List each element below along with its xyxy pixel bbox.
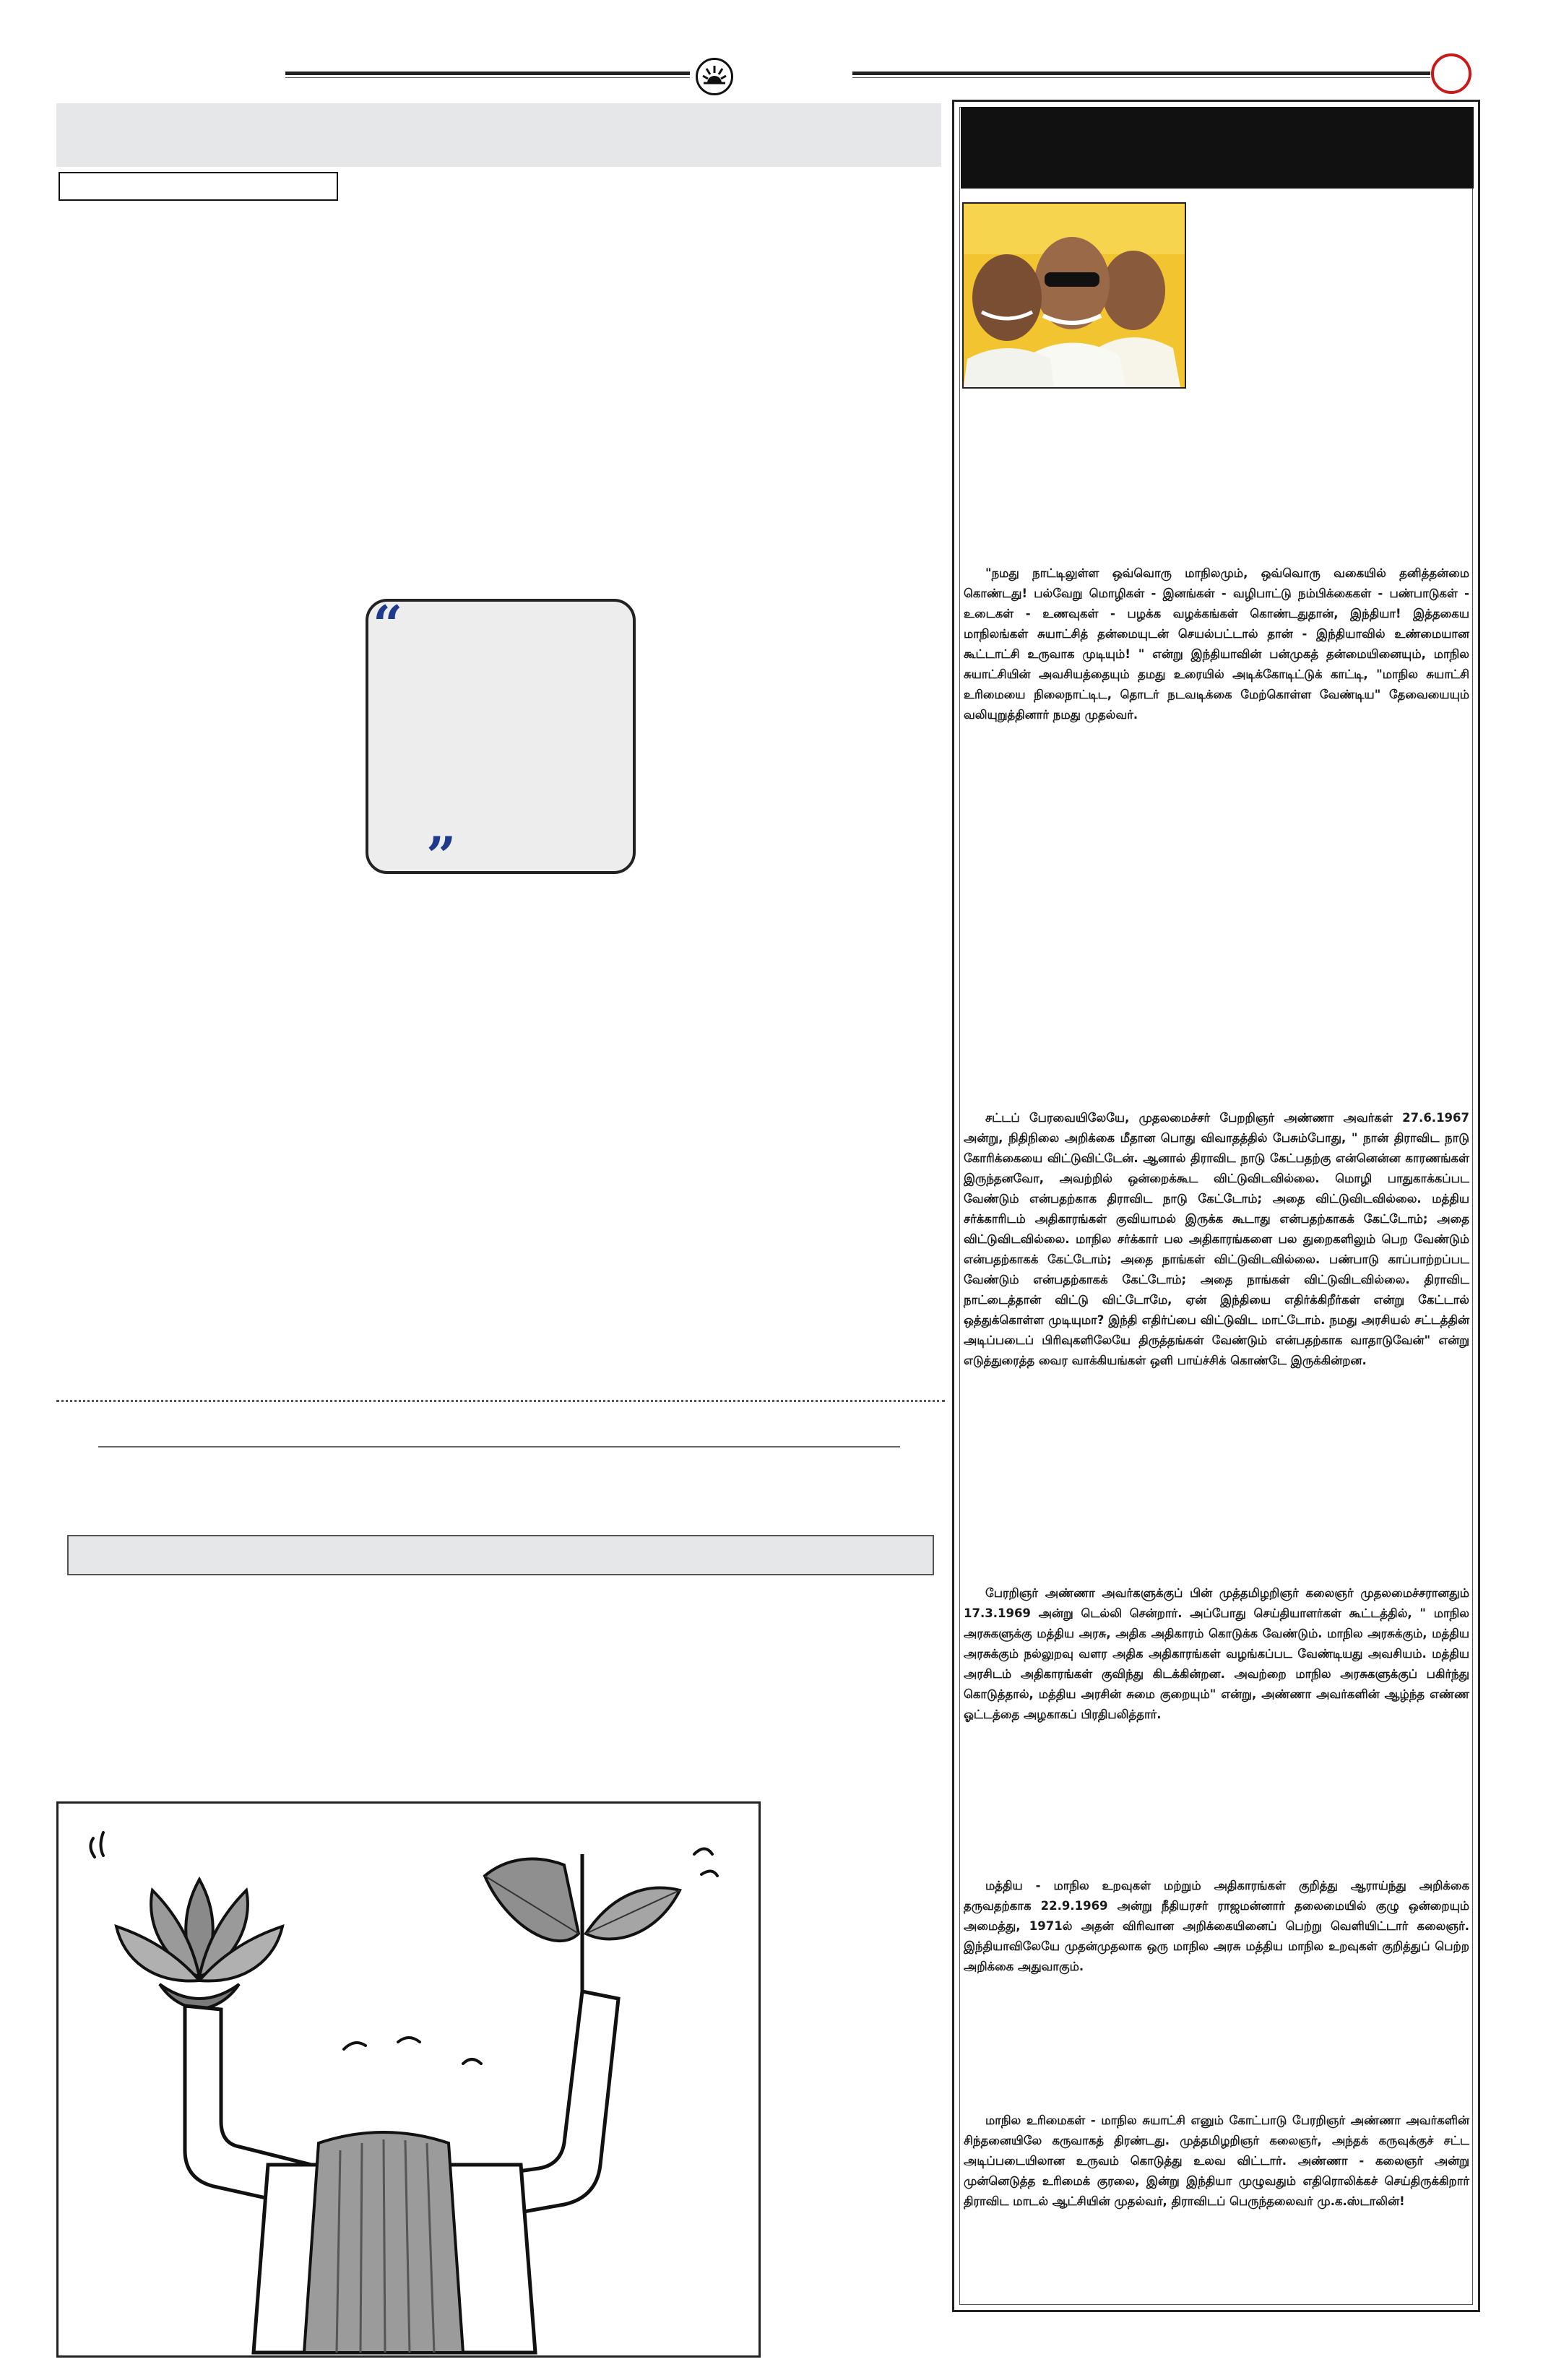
close-quote-icon: ” [426, 825, 457, 886]
open-quote-icon: “ [373, 594, 403, 655]
section-divider-dotted [56, 1400, 945, 1402]
two-leaves-icon [485, 1854, 680, 1991]
article-paragraph: மாநில உரிமைகள் - மாநில சுயாட்சி எனும் கோட்பாடு பேரறிஞர் அண்ணா அவர்களின் சிந்தனையிலே கருவாகத் திரண்டது. முத்தமிழறிஞர் கலைஞர், அந்தக் கருவுக்குச் சட்ட அடிப்படையிலான உருவம் கொடுத்து உலவ விட்டார். அண்ணா - கலைஞர் அன்று முன்னெடுத்த உரிமைக் குரலை, இன்று இந்தியா முழுவதும் எதிரொலிக்கச் செய்திருக்கிறார் திராவிட மாடல் ஆட்சியின் முதல்வர், திராவிடப் பெருந்தலைவர் மு.க.ஸ்டாலின்! [964, 2113, 1469, 2208]
article-paragraph: "நமது நாட்டிலுள்ள ஒவ்வொரு மாநிலமும், ஒவ்வொரு வகையில் தனித்தன்மை கொண்டது! பல்வேறு மொழிகள் - இனங்கள் - வழிபாட்டு நம்பிக்கைகள் - பண்பாடுகள் - உடைகள் - உணவுகள் - பழக்க வழக்கங்கள் கொண்டதுதான், இந்தியா! இத்தகைய மாநிலங்கள் சுயாட்சித் தன்மையுடன் செயல்பட்டால் தான் - இந்தியாவில் உண்மையான கூட்டாட்சி உருவாக முடியும்! " என்று இந்தியாவின் பன்முகத் தன்மையினையும், மாநில சுயாட்சியின் அவசியத்தையும் தமது உரையில் அடிக்கோடிட்டுக் காட்டி, "மாநில சுயாட்சி உரிமையை நிலைநாட்டிட, தொடர் நடவடிக்கை மேற்கொள்ள வேண்டிய" தேவையையும் வலியுறுத்தினார் நமது முதல்வர். [964, 566, 1469, 722]
article-paragraph: சட்டப் பேரவையிலேயே, முதலமைச்சர் பேறறிஞர் அண்ணா அவர்கள் 27.6.1967 அன்று, நிதிநிலை அறிக்கை மீதான பொது விவாதத்தில் பேசும்போது, " நான் திராவிட நாடு கோரிக்கையை விட்டுவிட்டேன். ஆனால் திராவிட நாடு கேட்பதற்கு என்னென்ன காரணங்கள் இருந்தனவோ, அவற்றில் ஒன்றைக்கூட விட்டுவிடவில்லை. மொழி பாதுகாக்கப்பட வேண்டும் என்பதற்காக திராவிட நாடு கேட்டோம்; அதை விட்டுவிடவில்லை. மத்திய சர்க்காரிடம் அதிகாரங்கள் குவியாமல் இருக்க கூடாது என்பதற்காகக் கேட்டோம்; அதை விட்டுவிடவில்லை. மாநில சர்க்கார் பல அதிகாரங்களை பல துறைகளிலும் பெற வேண்டும் என்பதற்காகக் கேட்டோம்; அதை நாங்கள் விட்டுவிடவில்லை. பண்பாடு காப்பாற்றப்பட வேண்டும் என்பதற்காகக் கேட்டோம்; அதை நாங்கள் விட்டுவிடவில்லை. திராவிட நாட்டைத்தான் விட்டு விட்டோமே, ஏன் இந்தியை எதிர்க்கிறீர்கள் என்று கேட்டால் ஒத்துக்கொள்ள முடியுமா? இந்தி எதிர்ப்பை விட்டுவிட மாட்டோம். நமது அரசியல் சட்டத்தின் அடிப்படைப் பிரிவுகளிலேயே திருத்தங்கள் வேண்டும் என்பதற்காக வாதாடுவேன்" என்று எடுத்துரைத்த வைர வாக்கியங்கள் ஒளி பாய்ச்சிக் கொண்டே இருக்கின்றன. [964, 1111, 1469, 1367]
header-rule-left [285, 72, 690, 75]
subheading-band [67, 1535, 934, 1575]
lotus-icon [116, 1879, 282, 2009]
towel-icon [304, 2132, 463, 2353]
header-rule-right [852, 72, 1430, 75]
right-column-heading-bar [961, 107, 1474, 189]
page-number-badge [1431, 53, 1471, 94]
rising-sun-emblem-icon [696, 58, 733, 95]
leaders-photo [962, 202, 1186, 389]
political-cartoon [56, 1801, 761, 2358]
pull-quote-box [366, 594, 636, 886]
section-divider-line [98, 1446, 900, 1448]
headline-band [56, 103, 941, 167]
byline-box [59, 172, 338, 201]
article-paragraph: பேரறிஞர் அண்ணா அவர்களுக்குப் பின் முத்தமிழறிஞர் கலைஞர் முதலமைச்சரானதும் 17.3.1969 அன்று டெல்லி சென்றார். அப்போது செய்தியாளர்கள் கூட்டத்தில், " மாநில அரசுகளுக்கு மத்திய அரசு, அதிக அதிகாரம் கொடுக்க வேண்டும். மாநில அரசுக்கும், மத்திய அரசுக்கும் நல்லுறவு வளர அதிக அதிகாரங்கள் வழங்கப்பட வேண்டியது அவசியம். மத்திய அரசிடம் அதிகாரங்கள் குவிந்து கிடக்கின்றன. அவற்றை மாநில அரசுகளுக்குப் பகிர்ந்து கொடுத்தால், மத்திய அரசின் சுமை குறையும்" என்று, அண்ணா அவர்களின் ஆழ்ந்த எண்ண ஓட்டத்தை அழகாகப் பிரதிபலித்தார். [964, 1586, 1469, 1721]
article-paragraph: மத்திய - மாநில உறவுகள் மற்றும் அதிகாரங்கள் குறித்து ஆராய்ந்து அறிக்கை தருவதற்காக 22.9.1969 அன்று நீதியரசர் ராஜமன்னார் தலைமையில் குழு ஒன்றையும் அமைத்து, 1971ல் அதன் விரிவான அறிக்கையினைப் பெற்று வெளியிட்டார் கலைஞர். இந்தியாவிலேயே முதன்முதலாக ஒரு மாநில அரசு மத்திய மாநில உறவுகள் குறித்துப் பெற்ற அறிக்கை அதுவாகும். [964, 1879, 1469, 1973]
